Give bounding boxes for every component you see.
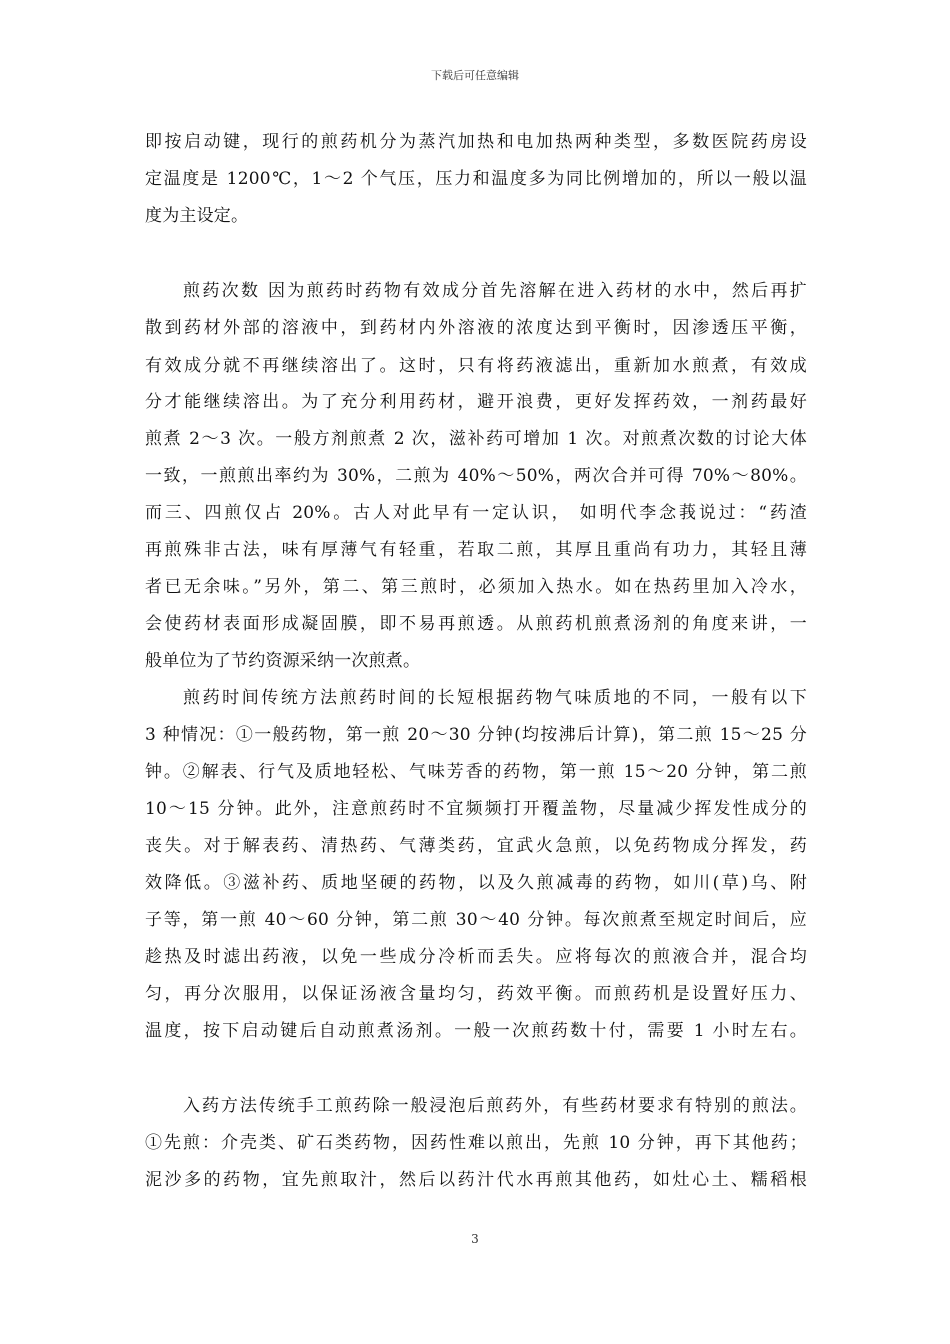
- paragraph-start-line: 煎药时间传统方法煎药时间的长短根据药物气味质地的不同，一般有以下: [183, 688, 807, 708]
- body-line: 有效成分就不再继续溶出了。这时，只有将药液滤出，重新加水煎煮，有效成: [145, 356, 807, 376]
- body-line: 即按启动键，现行的煎药机分为蒸汽加热和电加热两种类型，多数医院药房设: [145, 132, 807, 152]
- body-line: 泥沙多的药物，宜先煎取汁，然后以药汁代水再煎其他药，如灶心土、糯稻根: [145, 1170, 807, 1190]
- body-line: 定温度是 1200℃，1～2 个气压，压力和温度多为同比例增加的，所以一般以温: [145, 169, 807, 189]
- body-line: 散到药材外部的溶液中，到药材内外溶液的浓度达到平衡时，因渗透压平衡，: [145, 318, 807, 338]
- body-line: 钟。②解表、行气及质地轻松、气味芳香的药物，第一煎 15～20 分钟，第二煎: [145, 762, 807, 782]
- body-line: 再煎殊非古法，味有厚薄气有轻重，若取二煎，其厚且重尚有功力，其轻且薄: [145, 540, 807, 560]
- body-line: 一致，一煎煎出率约为 30%，二煎为 40%～50%，两次合并可得 70%～80%。: [145, 466, 807, 486]
- body-line: 趁热及时滤出药液，以免一些成分冷析而丢失。应将每次的煎液合并，混合均: [145, 947, 807, 967]
- body-line: ①先煎：介壳类、矿石类药物，因药性难以煎出，先煎 10 分钟，再下其他药；: [145, 1133, 807, 1153]
- paragraph-start-line: 煎药次数 因为煎药时药物有效成分首先溶解在进入药材的水中，然后再扩: [183, 281, 807, 301]
- body-line: 10～15 分钟。此外，注意煎药时不宜频频打开覆盖物，尽量减少挥发性成分的: [145, 799, 807, 819]
- body-line: 分才能继续溶出。为了充分利用药材，避开浪费，更好发挥药效，一剂药最好: [145, 392, 807, 412]
- body-line: 煎煮 2～3 次。一般方剂煎煮 2 次，滋补药可增加 1 次。对煎煮次数的讨论大体: [145, 429, 807, 449]
- body-line: 般单位为了节约资源采纳一次煎煮。: [145, 651, 421, 671]
- body-line: 会使药材表面形成凝固膜，即不易再煎透。从煎药机煎煮汤剂的角度来讲，一: [145, 614, 807, 634]
- page-header: 下载后可任意编辑: [431, 69, 519, 82]
- body-line: 温度，按下启动键后自动煎煮汤剂。一般一次煎药数十付，需要 1 小时左右。: [145, 1021, 807, 1041]
- body-line: 度为主设定。: [145, 206, 249, 226]
- body-line: 而三、四煎仅占 20%。古人对此早有一定认识， 如明代李念莪说过：“药渣: [145, 503, 807, 523]
- body-line: 效降低。③滋补药、质地坚硬的药物，以及久煎减毒的药物，如川(草)乌、附: [145, 873, 807, 893]
- body-line: 丧失。对于解表药、清热药、气薄类药，宜武火急煎，以免药物成分挥发，药: [145, 836, 807, 856]
- body-line: 3 种情况：①一般药物，第一煎 20～30 分钟(均按沸后计算)，第二煎 15～25 分: [145, 725, 807, 745]
- body-line: 匀，再分次服用，以保证汤液含量均匀，药效平衡。而煎药机是设置好压力、: [145, 984, 807, 1004]
- body-line: 者已无余味。”另外，第二、第三煎时，必须加入热水。如在热药里加入冷水，: [145, 577, 807, 597]
- paragraph-start-line: 入药方法传统手工煎药除一般浸泡后煎药外，有些药材要求有特别的煎法。: [183, 1096, 807, 1116]
- body-line: 子等，第一煎 40～60 分钟，第二煎 30～40 分钟。每次煎煮至规定时间后，应: [145, 910, 807, 930]
- page-number: 3: [471, 1232, 479, 1246]
